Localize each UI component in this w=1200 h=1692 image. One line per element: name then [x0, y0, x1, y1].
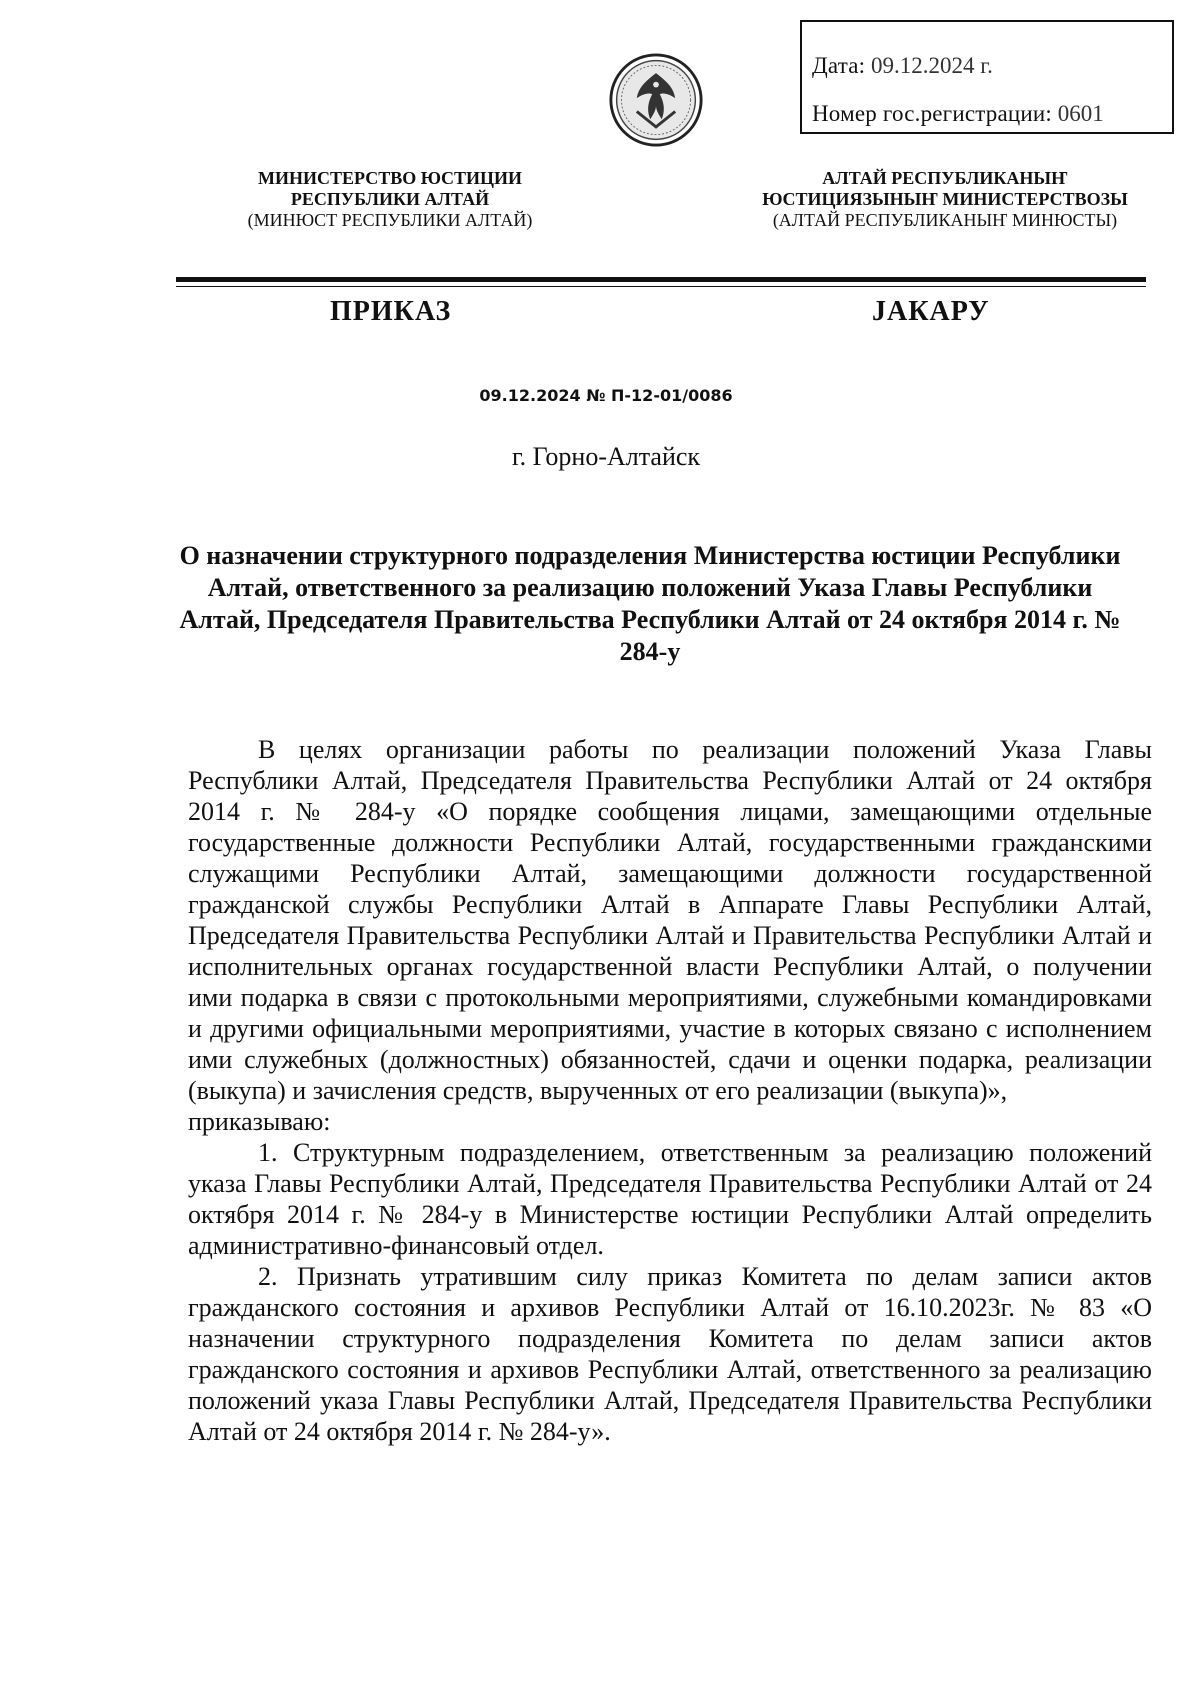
order-number: 09.12.2024 № П-12-01/0086	[479, 386, 733, 405]
ministry-ru-line-3: (МИНЮСТ РЕСПУБЛИКИ АЛТАЙ)	[247, 210, 533, 230]
order-city: г. Горно-Алтайск	[511, 442, 701, 471]
order-preamble: В целях организации работы по реализации положений Указа Главы Республики Алтай, Председателя Правительства Республики Алтай от 24 октября 2014 г. № 284-у «О порядке сообщения лицами, замещающими отдельные государственные должности Республики Алтай, государственными гражданскими служащими Республики Алтай, замещающими должности государственной гражданской службы Республики Алтай в Аппарате Главы Республики Алтай, Председателя Правительства Республики Алтай и Правительства Республики Алтай и исполнительных органах государственной власти Республики Алтай, о получении ими подарка в связи с протокольными мероприятиями, служебными командировками и другими официальными мероприятиями, участие в которых связано с исполнением ими служебных (должностных) обязанностей, сдачи и оценки подарка, реализации (выкупа) и зачисления средств, вырученных от его реализации (выкупа)»,	[188, 735, 1152, 1105]
order-item-2: 2. Признать утратившим силу приказ Комитета по делам записи актов гражданского состояния и архивов Республики Алтай от 16.10.2023г. № 83 «О назначении структурного подразделения Комитета по делам записи актов гражданского состояния и архивов Республики Алтай, ответственного за реализацию положений указа Главы Республики Алтай, Председателя Правительства Республики Алтай от 24 октября 2014 г. № 284-у».	[188, 1262, 1152, 1446]
altai-republic-emblem-icon	[608, 52, 704, 148]
header-divider-thin	[176, 286, 1146, 287]
registration-number-line	[812, 90, 1172, 138]
ministry-name-altai	[735, 168, 1155, 231]
header-divider-thick	[176, 277, 1146, 282]
ministry-name-russian	[230, 168, 550, 231]
ministry-alt-line-3: (АЛТАЙ РЕСПУБЛИКАНЫҤ МИНЮСТЫ)	[772, 210, 1118, 230]
ministry-alt-line-2: ЮСТИЦИЯЗЫНЫҤ МИНИСТЕРСТВОЗЫ	[762, 189, 1128, 209]
order-body	[188, 734, 1152, 1447]
order-item-1: 1. Структурным подразделением, ответственным за реализацию положений указа Главы Республики Алтай, Председателя Правительства Республики Алтай от 24 октября 2014 г. № 284-у в Министерстве юстиции Республики Алтай определить административно-финансовый отдел.	[188, 1138, 1152, 1260]
ministry-alt-line-1: АЛТАЙ РЕСПУБЛИКАНЫҤ	[822, 168, 1068, 188]
registration-date-label: Дата:	[812, 53, 866, 78]
order-title-altai: ЈАКАРУ	[872, 296, 990, 327]
registration-stamp	[800, 20, 1174, 134]
ministry-ru-line-1: МИНИСТЕРСТВО ЮСТИЦИИ	[257, 168, 522, 188]
ministry-ru-line-2: РЕСПУБЛИКИ АЛТАЙ	[290, 189, 490, 209]
order-subject-heading: О назначении структурного подразделения Министерства юстиции Республики Алтай, ответственного за реализацию положений Указа Главы Республики Алтай, Председателя Правительства Республики Алтай от 24 октября 2014 г. № 284-у	[179, 541, 1121, 666]
order-directive-word: приказываю:	[188, 1107, 331, 1136]
registration-date-line	[812, 42, 1172, 90]
order-title-russian: ПРИКАЗ	[330, 296, 452, 327]
registration-number-label: Номер гос.регистрации:	[812, 101, 1052, 126]
registration-date-value: 09.12.2024 г.	[870, 53, 993, 78]
registration-number-value: 0601	[1057, 101, 1104, 126]
